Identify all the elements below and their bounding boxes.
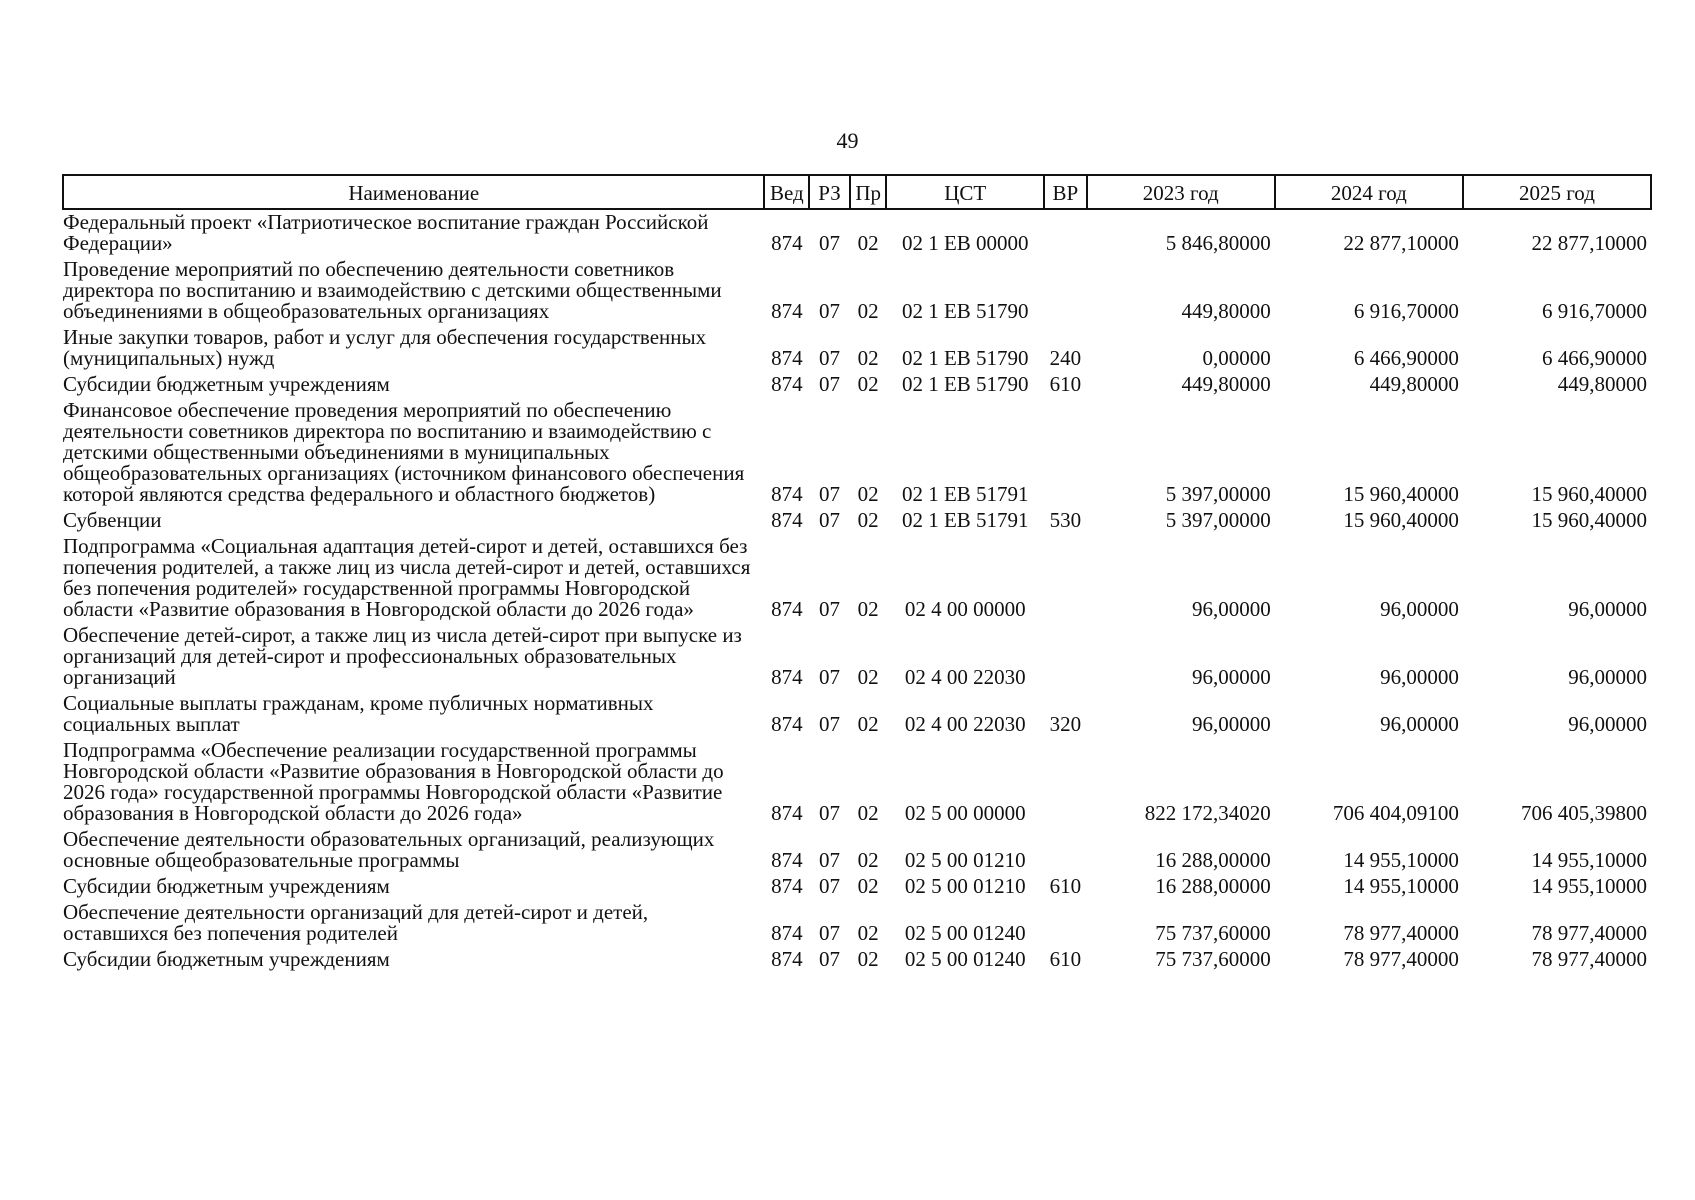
cell-rz: 07 bbox=[819, 712, 841, 736]
cell-vr: 610 bbox=[1049, 372, 1082, 396]
cell-rz: 07 bbox=[819, 299, 841, 323]
cell-pr: 02 bbox=[857, 597, 879, 621]
cell-rz: 07 bbox=[819, 597, 841, 621]
budget-table bbox=[62, 174, 1652, 973]
cell-cst: 02 4 00 00000 bbox=[904, 597, 1026, 621]
table-body bbox=[63, 209, 1651, 973]
cell-rz: 07 bbox=[819, 482, 841, 506]
cell-pr: 02 bbox=[857, 874, 879, 898]
column-header-ved: Вед bbox=[764, 175, 809, 209]
cell-2025: 78 977,40000 bbox=[1531, 921, 1647, 945]
cell-cst: 02 5 00 01240 bbox=[904, 947, 1026, 971]
cell-2023: 449,80000 bbox=[1181, 299, 1271, 323]
cell-pr: 02 bbox=[857, 712, 879, 736]
cell-2024: 706 404,09100 bbox=[1332, 801, 1459, 825]
cell-name: Подпрограмма «Социальная адаптация детей-сирот и детей, оставшихся без попечения родителей, а также лиц из числа детей-сирот и детей, оставшихся без попечения родителей» государственной программы Новгородской области «Развитие образования в Новгородской области до 2026 года» bbox=[63, 534, 751, 621]
table-row bbox=[63, 257, 1651, 325]
cell-cst: 02 5 00 01210 bbox=[904, 848, 1026, 872]
column-header-2023: 2023 год bbox=[1087, 175, 1275, 209]
cell-cst: 02 1 EB 51790 bbox=[901, 299, 1029, 323]
column-header-pr: Пр bbox=[850, 175, 887, 209]
cell-2024: 449,80000 bbox=[1369, 372, 1459, 396]
table-header-row bbox=[63, 175, 1651, 209]
cell-2025: 78 977,40000 bbox=[1531, 947, 1647, 971]
cell-2024: 6 466,90000 bbox=[1353, 346, 1459, 370]
cell-vr bbox=[1044, 398, 1087, 508]
column-header-rz: РЗ bbox=[809, 175, 850, 209]
cell-cst: 02 1 EB 51790 bbox=[901, 372, 1029, 396]
cell-name: Субвенции bbox=[63, 508, 162, 532]
cell-name: Подпрограмма «Обеспечение реализации государственной программы Новгородской области «Развитие образования в Новгородской области до 2026 года» государственной программы Новгородской области «Развитие образования в Новгородской области до 2026 года» bbox=[63, 738, 724, 825]
cell-cst: 02 1 EB 00000 bbox=[901, 231, 1029, 255]
cell-2024: 96,00000 bbox=[1380, 597, 1459, 621]
cell-ved: 874 bbox=[771, 801, 803, 825]
cell-vr bbox=[1044, 827, 1087, 874]
cell-vr: 610 bbox=[1049, 874, 1082, 898]
table-row bbox=[63, 508, 1651, 534]
cell-2025: 6 916,70000 bbox=[1542, 299, 1647, 323]
table-row bbox=[63, 874, 1651, 900]
cell-2023: 96,00000 bbox=[1192, 712, 1271, 736]
cell-rz: 07 bbox=[819, 508, 841, 532]
cell-name: Финансовое обеспечение проведения мероприятий по обеспечению деятельности советников директора по воспитанию и взаимодействию с детскими общественными объединениями в муниципальных общеобразовательных организациях (источником финансового обеспечения которой являются средства федерального и областного бюджетов) bbox=[63, 398, 745, 506]
cell-rz: 07 bbox=[819, 874, 841, 898]
cell-pr: 02 bbox=[857, 231, 879, 255]
table-row bbox=[63, 827, 1651, 874]
cell-rz: 07 bbox=[819, 801, 841, 825]
cell-2025: 15 960,40000 bbox=[1531, 482, 1647, 506]
column-header-name: Наименование bbox=[63, 175, 764, 209]
cell-cst: 02 4 00 22030 bbox=[904, 712, 1026, 736]
cell-2024: 22 877,10000 bbox=[1343, 231, 1459, 255]
cell-2024: 15 960,40000 bbox=[1343, 508, 1459, 532]
column-header-2024: 2024 год bbox=[1275, 175, 1463, 209]
cell-2023: 822 172,34020 bbox=[1144, 801, 1271, 825]
cell-2023: 0,00000 bbox=[1202, 346, 1271, 370]
cell-ved: 874 bbox=[771, 597, 803, 621]
cell-2024: 96,00000 bbox=[1380, 712, 1459, 736]
table-row bbox=[63, 947, 1651, 973]
cell-2025: 96,00000 bbox=[1568, 712, 1647, 736]
cell-2024: 6 916,70000 bbox=[1353, 299, 1459, 323]
cell-2023: 16 288,00000 bbox=[1155, 874, 1271, 898]
table-row bbox=[63, 372, 1651, 398]
cell-2023: 96,00000 bbox=[1192, 597, 1271, 621]
cell-ved: 874 bbox=[771, 231, 803, 255]
page-number: 49 bbox=[836, 128, 859, 153]
column-header-2025: 2025 год bbox=[1463, 175, 1651, 209]
table-row bbox=[63, 534, 1651, 623]
cell-rz: 07 bbox=[819, 665, 841, 689]
cell-pr: 02 bbox=[857, 921, 879, 945]
cell-name: Обеспечение деятельности образовательных организаций, реализующих основные общеобразовательные программы bbox=[63, 827, 715, 872]
cell-rz: 07 bbox=[819, 372, 841, 396]
cell-vr: 240 bbox=[1049, 346, 1082, 370]
cell-vr bbox=[1044, 623, 1087, 691]
cell-2025: 14 955,10000 bbox=[1531, 848, 1647, 872]
cell-2025: 706 405,39800 bbox=[1521, 801, 1647, 825]
cell-pr: 02 bbox=[857, 372, 879, 396]
cell-cst: 02 5 00 01210 bbox=[904, 874, 1026, 898]
cell-2024: 78 977,40000 bbox=[1343, 947, 1459, 971]
cell-ved: 874 bbox=[771, 874, 803, 898]
cell-ved: 874 bbox=[771, 508, 803, 532]
cell-name: Субсидии бюджетным учреждениям bbox=[63, 947, 390, 971]
cell-2025: 96,00000 bbox=[1568, 597, 1647, 621]
cell-vr bbox=[1044, 209, 1087, 257]
cell-2023: 75 737,60000 bbox=[1155, 921, 1271, 945]
cell-2025: 22 877,10000 bbox=[1531, 231, 1647, 255]
cell-rz: 07 bbox=[819, 947, 841, 971]
cell-vr: 530 bbox=[1049, 508, 1082, 532]
table-row bbox=[63, 209, 1651, 257]
cell-ved: 874 bbox=[771, 947, 803, 971]
cell-ved: 874 bbox=[771, 372, 803, 396]
cell-name: Проведение мероприятий по обеспечению деятельности советников директора по воспитанию и взаимодействию с детскими общественными объединениями в общеобразовательных организациях bbox=[63, 257, 722, 323]
table-row bbox=[63, 900, 1651, 947]
column-header-cst: ЦСТ bbox=[886, 175, 1044, 209]
cell-rz: 07 bbox=[819, 921, 841, 945]
cell-2024: 14 955,10000 bbox=[1343, 874, 1459, 898]
cell-ved: 874 bbox=[771, 299, 803, 323]
cell-cst: 02 5 00 00000 bbox=[904, 801, 1026, 825]
cell-2024: 14 955,10000 bbox=[1343, 848, 1459, 872]
cell-name: Субсидии бюджетным учреждениям bbox=[63, 874, 390, 898]
cell-cst: 02 4 00 22030 bbox=[904, 665, 1026, 689]
cell-cst: 02 1 EB 51790 bbox=[901, 346, 1029, 370]
cell-pr: 02 bbox=[857, 848, 879, 872]
cell-rz: 07 bbox=[819, 231, 841, 255]
cell-pr: 02 bbox=[857, 482, 879, 506]
cell-pr: 02 bbox=[857, 801, 879, 825]
cell-2025: 96,00000 bbox=[1568, 665, 1647, 689]
cell-pr: 02 bbox=[857, 299, 879, 323]
cell-vr bbox=[1044, 534, 1087, 623]
cell-vr: 320 bbox=[1049, 712, 1082, 736]
cell-vr bbox=[1044, 257, 1087, 325]
cell-2025: 15 960,40000 bbox=[1531, 508, 1647, 532]
cell-ved: 874 bbox=[771, 665, 803, 689]
cell-ved: 874 bbox=[771, 482, 803, 506]
cell-2025: 14 955,10000 bbox=[1531, 874, 1647, 898]
cell-cst: 02 1 EB 51791 bbox=[901, 508, 1029, 532]
cell-ved: 874 bbox=[771, 346, 803, 370]
cell-ved: 874 bbox=[771, 712, 803, 736]
cell-name: Социальные выплаты гражданам, кроме публичных нормативных социальных выплат bbox=[63, 691, 654, 736]
table-row bbox=[63, 691, 1651, 738]
cell-pr: 02 bbox=[857, 346, 879, 370]
cell-2024: 15 960,40000 bbox=[1343, 482, 1459, 506]
cell-cst: 02 1 EB 51791 bbox=[901, 482, 1029, 506]
cell-2023: 5 397,00000 bbox=[1165, 482, 1271, 506]
cell-name: Обеспечение деятельности организаций для детей-сирот и детей, оставшихся без попечения родителей bbox=[63, 900, 649, 945]
cell-2025: 449,80000 bbox=[1557, 372, 1647, 396]
table-row bbox=[63, 738, 1651, 827]
cell-2023: 449,80000 bbox=[1181, 372, 1271, 396]
table-row bbox=[63, 398, 1651, 508]
cell-rz: 07 bbox=[819, 346, 841, 370]
cell-vr bbox=[1044, 900, 1087, 947]
table-row bbox=[63, 623, 1651, 691]
cell-2023: 5 397,00000 bbox=[1165, 508, 1271, 532]
cell-2024: 96,00000 bbox=[1380, 665, 1459, 689]
cell-2023: 96,00000 bbox=[1192, 665, 1271, 689]
cell-name: Иные закупки товаров, работ и услуг для обеспечения государственных (муниципальных) нужд bbox=[63, 325, 707, 370]
cell-name: Федеральный проект «Патриотическое воспитание граждан Российской Федерации» bbox=[63, 210, 709, 255]
cell-rz: 07 bbox=[819, 848, 841, 872]
cell-ved: 874 bbox=[771, 921, 803, 945]
cell-vr: 610 bbox=[1049, 947, 1082, 971]
column-header-vr: ВР bbox=[1044, 175, 1087, 209]
cell-2024: 78 977,40000 bbox=[1343, 921, 1459, 945]
cell-pr: 02 bbox=[857, 665, 879, 689]
cell-pr: 02 bbox=[857, 508, 879, 532]
cell-name: Субсидии бюджетным учреждениям bbox=[63, 372, 390, 396]
cell-name: Обеспечение детей-сирот, а также лиц из числа детей-сирот при выпуске из организаций для детей-сирот и профессиональных образовательных организаций bbox=[63, 623, 742, 689]
cell-2025: 6 466,90000 bbox=[1542, 346, 1647, 370]
cell-2023: 16 288,00000 bbox=[1155, 848, 1271, 872]
cell-pr: 02 bbox=[857, 947, 879, 971]
cell-vr bbox=[1044, 738, 1087, 827]
cell-2023: 5 846,80000 bbox=[1165, 231, 1271, 255]
cell-cst: 02 5 00 01240 bbox=[904, 921, 1026, 945]
cell-2023: 75 737,60000 bbox=[1155, 947, 1271, 971]
table-row bbox=[63, 325, 1651, 372]
cell-ved: 874 bbox=[771, 848, 803, 872]
